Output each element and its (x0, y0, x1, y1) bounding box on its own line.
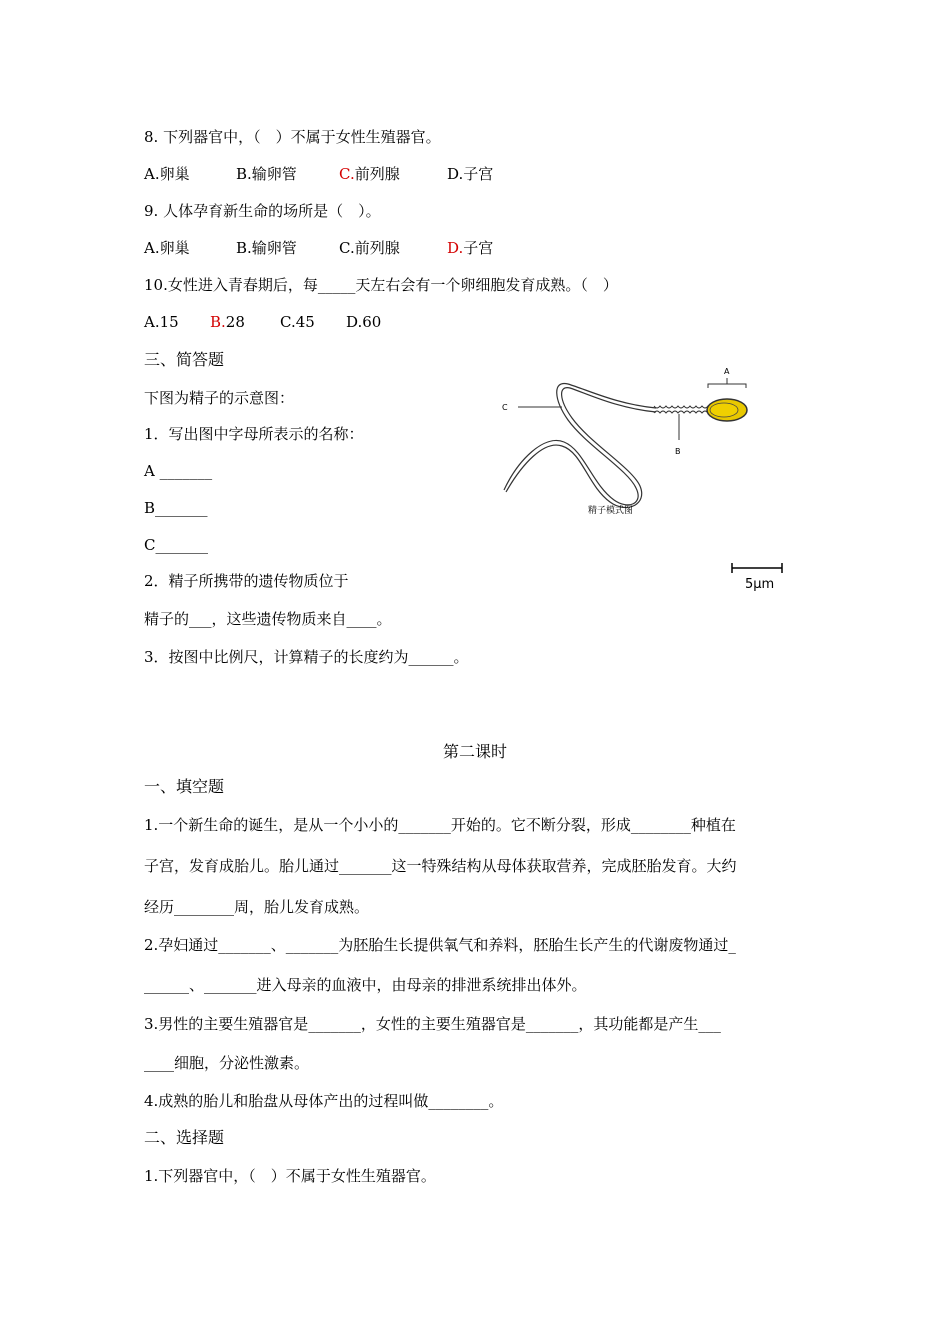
fill-q3-line1: 3.男性的主要生殖器官是_______，女性的主要生殖器官是_______，其功能都是产生___ (144, 1015, 721, 1033)
answer-a: A _______ (144, 462, 213, 480)
fill-q2-line2: ______、_______进入母亲的血液中，由母亲的排泄系统排出体外。 (144, 976, 587, 994)
q10-text: 10.女性进入青春期后，每_____天左右会有一个卵细胞发育成熟。（ ） (144, 276, 618, 294)
figure-caption: 精子模式图 (588, 506, 634, 516)
label-a: A (724, 367, 730, 376)
label-b: B (675, 447, 681, 456)
fill-q1-line1: 1.一个新生命的诞生，是从一个小小的_______开始的。它不断分裂，形成________种植在 (144, 816, 736, 834)
answer-b: B_______ (144, 499, 208, 517)
fill-q4: 4.成熟的胎儿和胎盘从母体产出的过程叫做________。 (144, 1092, 504, 1110)
section3-q2-line2: 精子的___，这些遗传物质来自____。 (144, 610, 392, 628)
sperm-midpiece (654, 406, 714, 413)
q8-option-b: B.输卵管 (236, 165, 297, 183)
label-c: C (502, 403, 508, 412)
q8-option-a: A.卵巢 (144, 165, 190, 183)
q9-options (144, 238, 493, 258)
lesson2-section1-title: 一、填空题 (144, 777, 225, 796)
answer-c: C_______ (144, 536, 208, 554)
scale-label: 5μm (745, 577, 775, 592)
section3-q2-line1: 2．精子所携带的遗传物质位于 (144, 572, 349, 590)
fill-q1-line3: 经历________周，胎儿发育成熟。 (144, 898, 370, 916)
fill-q2-line1: 2.孕妇通过_______、_______为胚胎生长提供氧气和养料，胚胎生长产生的代谢废物通过_ (144, 936, 736, 954)
fill-q3-line2: ____细胞，分泌性激素。 (144, 1054, 310, 1072)
sperm-tail (504, 383, 656, 504)
choice-q1: 1.下列器官中，（ ）不属于女性生殖器官。 (144, 1167, 436, 1185)
q8-text: 8. 下列器官中，（ ）不属于女性生殖器官。 (144, 128, 441, 146)
q9-option-a: A.卵巢 (144, 239, 190, 257)
section3-intro: 下图为精子的示意图： (144, 389, 295, 407)
q8-option-d: D.子宫 (447, 165, 494, 183)
q10-option-c: C.45 (280, 313, 315, 331)
q9-text: 9. 人体孕育新生命的场所是（ ）。 (144, 202, 381, 220)
scale-bar (728, 560, 788, 594)
q9-option-c: C.前列腺 (339, 239, 400, 257)
fill-q1-line2: 子宫，发育成胎儿。胎儿通过_______这一特殊结构从母体获取营养，完成胚胎发育。大约 (144, 857, 737, 875)
lesson2-section2-title: 二、选择题 (144, 1128, 225, 1147)
q10-option-a: A.15 (144, 313, 179, 331)
q9-option-d: D.子宫 (447, 239, 494, 257)
section3-q3: 3．按图中比例尺，计算精子的长度约为______。 (144, 648, 469, 666)
q8-options (144, 164, 493, 184)
sperm-diagram (496, 360, 766, 530)
q10-option-d: D.60 (346, 313, 382, 331)
section3-title: 三、简答题 (144, 350, 225, 369)
lesson2-title: 第二课时 (442, 742, 507, 761)
q10-option-b: B.28 (210, 313, 245, 331)
q8-option-c: C.前列腺 (339, 165, 400, 183)
q9-option-b: B.输卵管 (236, 239, 297, 257)
q10-options (144, 312, 381, 332)
section3-q1: 1．写出图中字母所表示的名称： (144, 425, 364, 443)
